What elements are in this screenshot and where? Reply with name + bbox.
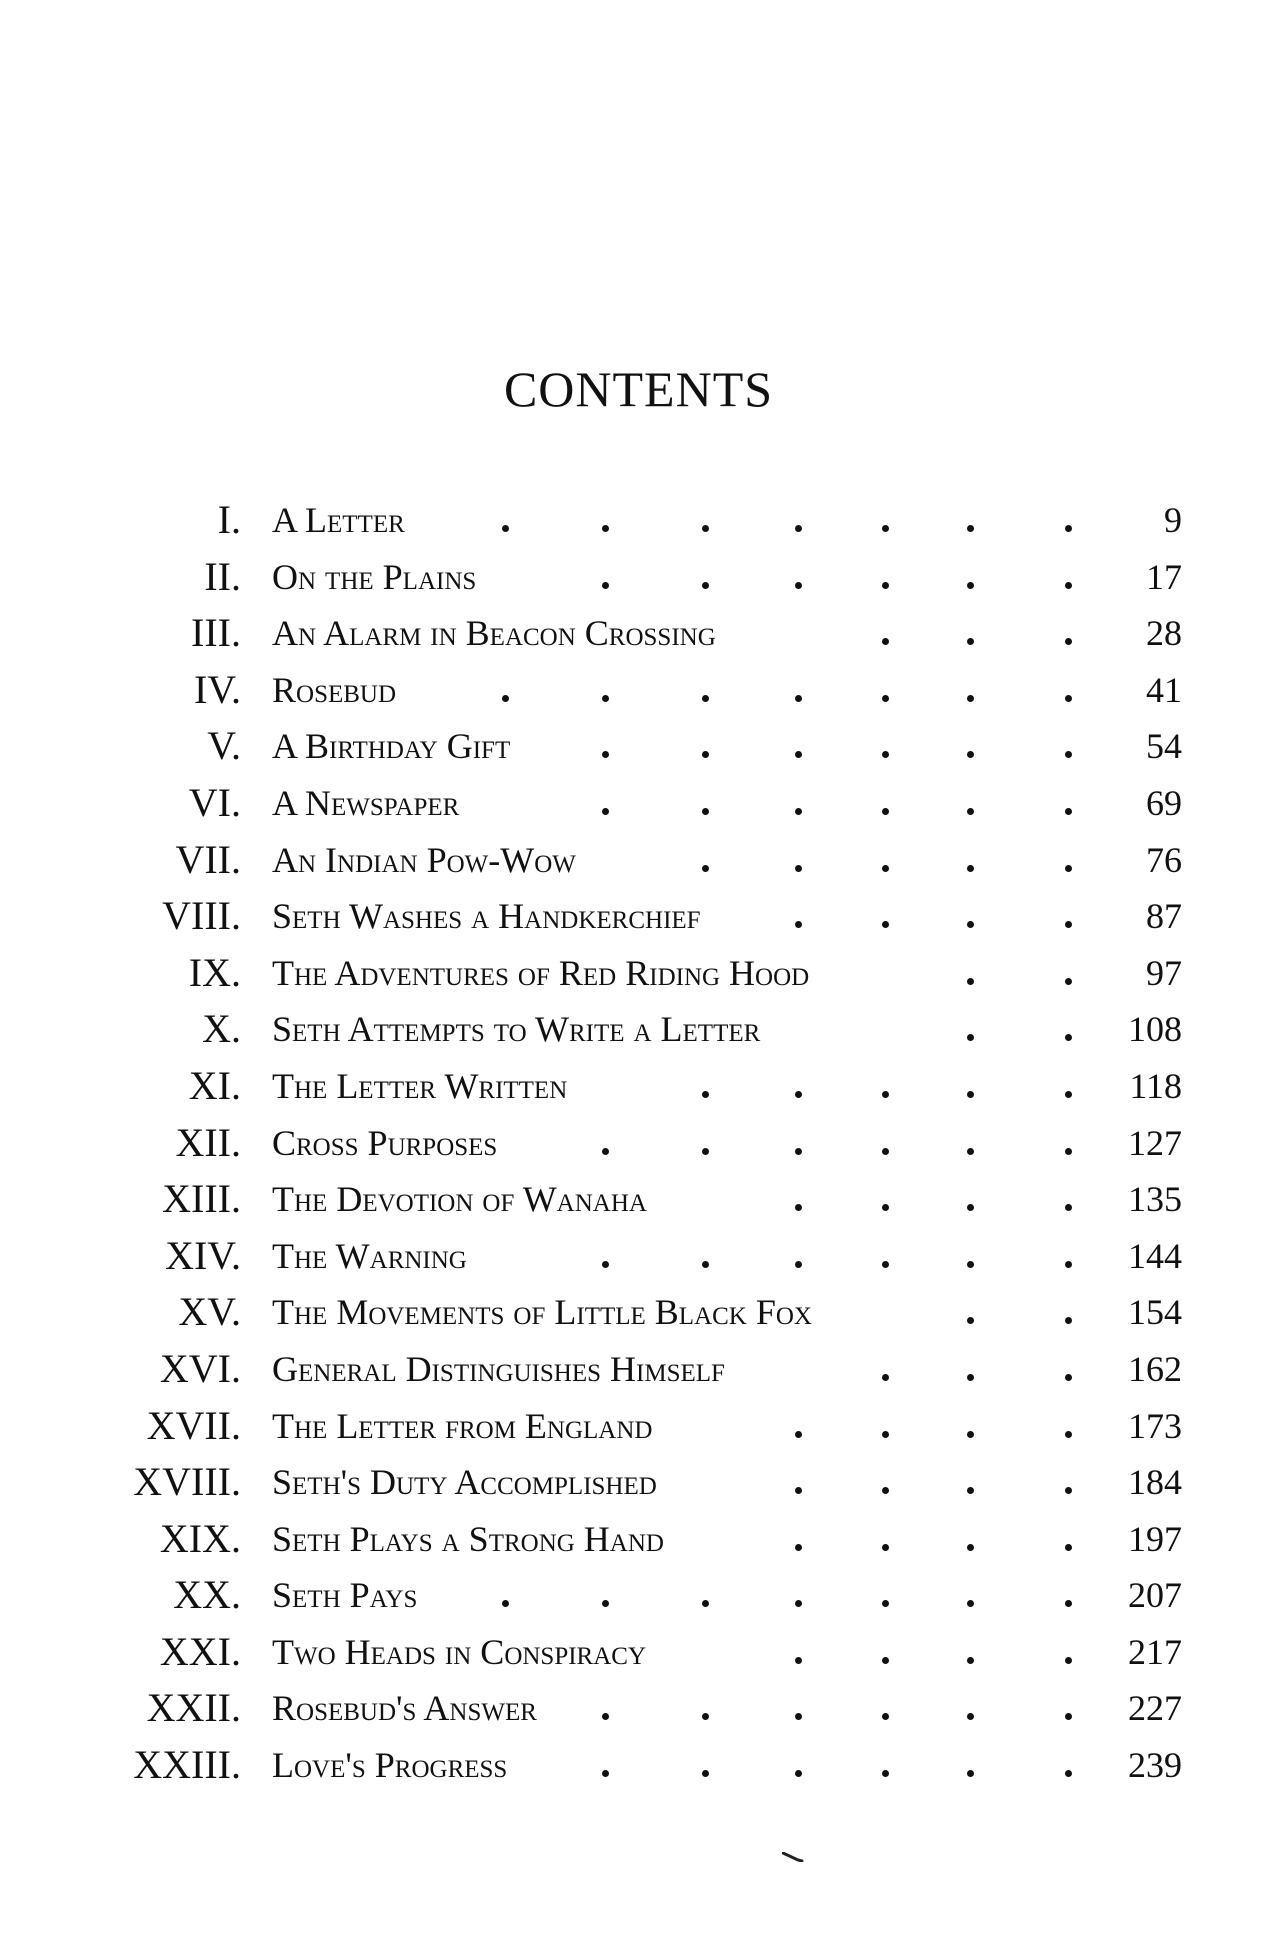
leader-dot xyxy=(602,525,609,532)
leader-dot xyxy=(795,695,802,702)
leader-dot xyxy=(882,1431,889,1438)
chapter-title: The Devotion of Wanaha xyxy=(272,1179,647,1220)
leader-dot xyxy=(882,751,889,758)
chapter-title: The Movements of Little Black Fox xyxy=(272,1292,812,1333)
chapter-title: Love's Progress xyxy=(272,1745,508,1786)
leader-dot xyxy=(702,582,709,589)
leader-dot xyxy=(1065,978,1072,985)
leader-dot xyxy=(882,1204,889,1211)
leader-dot xyxy=(702,1091,709,1098)
toc-entry xyxy=(0,1398,1277,1455)
toc-entry xyxy=(0,1624,1277,1681)
chapter-title: Rosebud xyxy=(272,669,397,710)
leader-dot xyxy=(1065,582,1072,589)
page-number: 239 xyxy=(1128,1745,1182,1786)
leader-dot xyxy=(702,1148,709,1155)
chapter-title: A Newspaper xyxy=(272,782,460,823)
leader-dot xyxy=(882,808,889,815)
leader-dot xyxy=(967,1544,974,1551)
chapter-title: The Letter from England xyxy=(272,1405,653,1446)
leader-dot xyxy=(702,808,709,815)
chapter-number: IV. xyxy=(193,666,241,712)
leader-dot xyxy=(882,1091,889,1098)
leader-dot xyxy=(882,865,889,872)
leader-dot xyxy=(882,582,889,589)
leader-dot xyxy=(1065,1544,1072,1551)
leader-dot xyxy=(795,1091,802,1098)
leader-dot xyxy=(1065,1034,1072,1041)
leader-dot xyxy=(1065,865,1072,872)
leader-dot xyxy=(882,1148,889,1155)
toc-entry xyxy=(0,605,1277,662)
toc-entry xyxy=(0,1680,1277,1737)
chapter-number: XX. xyxy=(173,1572,241,1618)
leader-dot xyxy=(1065,1770,1072,1777)
toc-entry xyxy=(0,718,1277,775)
chapter-number: XIX. xyxy=(159,1515,241,1561)
leader-dot xyxy=(967,751,974,758)
toc-entry xyxy=(0,1115,1277,1172)
leader-dot xyxy=(967,1770,974,1777)
chapter-title: Cross Purposes xyxy=(272,1122,498,1163)
leader-dot xyxy=(702,865,709,872)
chapter-title: Seth Attempts to Write a Letter xyxy=(272,1009,761,1050)
chapter-title: Seth Washes a Handkerchief xyxy=(272,896,701,937)
chapter-number: XV. xyxy=(178,1289,241,1335)
chapter-number: II. xyxy=(204,553,241,599)
leader-dot xyxy=(1065,695,1072,702)
page-number: 207 xyxy=(1128,1575,1182,1616)
leader-dot xyxy=(795,808,802,815)
leader-dot xyxy=(795,1544,802,1551)
leader-dot xyxy=(967,1148,974,1155)
toc-entry xyxy=(0,832,1277,889)
page-number: 9 xyxy=(1164,500,1182,540)
page-number: 118 xyxy=(1129,1065,1182,1106)
leader-dot xyxy=(967,1091,974,1098)
chapter-number: XXII. xyxy=(146,1685,241,1731)
leader-dot xyxy=(702,751,709,758)
leader-dot xyxy=(1065,1374,1072,1381)
leader-dot xyxy=(967,1374,974,1381)
toc-entry xyxy=(0,549,1277,606)
dot-leader xyxy=(0,1228,1277,1284)
leader-dot xyxy=(795,921,802,928)
page-number: 54 xyxy=(1146,726,1182,767)
leader-dot xyxy=(1065,525,1072,532)
leader-dot xyxy=(967,921,974,928)
dot-leader xyxy=(0,1115,1277,1171)
leader-dot xyxy=(967,1204,974,1211)
chapter-number: VII. xyxy=(175,836,241,882)
dot-leader xyxy=(0,492,1277,548)
leader-dot xyxy=(967,1431,974,1438)
chapter-number: XI. xyxy=(188,1062,241,1108)
leader-dot xyxy=(795,525,802,532)
chapter-number: I. xyxy=(217,497,241,542)
dot-leader xyxy=(0,718,1277,774)
page-number: 135 xyxy=(1128,1179,1182,1220)
page-number: 76 xyxy=(1146,839,1182,880)
dot-leader xyxy=(0,1454,1277,1510)
chapter-title: Seth Plays a Strong Hand xyxy=(272,1518,664,1559)
chapter-number: VIII. xyxy=(162,893,241,939)
leader-dot xyxy=(967,1034,974,1041)
leader-dot xyxy=(1065,1317,1072,1324)
leader-dot xyxy=(882,1374,889,1381)
chapter-title: General Distinguishes Himself xyxy=(272,1348,725,1389)
leader-dot xyxy=(795,1148,802,1155)
page-number: 127 xyxy=(1128,1122,1182,1163)
leader-dot xyxy=(1065,921,1072,928)
dot-leader xyxy=(0,775,1277,831)
toc-entry xyxy=(0,1511,1277,1568)
toc-entry xyxy=(0,1284,1277,1341)
leader-dot xyxy=(602,1713,609,1720)
toc-entry xyxy=(0,775,1277,832)
chapter-number: XIV. xyxy=(165,1232,241,1278)
dot-leader xyxy=(0,1624,1277,1680)
leader-dot xyxy=(1065,1204,1072,1211)
leader-dot xyxy=(502,1600,509,1607)
dot-leader xyxy=(0,945,1277,1001)
dot-leader xyxy=(0,1511,1277,1567)
chapter-title: Seth's Duty Accomplished xyxy=(272,1462,657,1503)
leader-dot xyxy=(795,1657,802,1664)
page-number: 162 xyxy=(1128,1348,1182,1389)
leader-dot xyxy=(602,808,609,815)
dot-leader xyxy=(0,1341,1277,1397)
chapter-number: XII. xyxy=(175,1119,241,1165)
leader-dot xyxy=(1065,808,1072,815)
page-number: 87 xyxy=(1146,896,1182,937)
chapter-number: XXIII. xyxy=(133,1742,241,1788)
page-number: 154 xyxy=(1128,1292,1182,1333)
chapter-title: The Warning xyxy=(272,1235,467,1276)
toc-entry xyxy=(0,945,1277,1002)
leader-dot xyxy=(502,695,509,702)
page-number: 17 xyxy=(1146,556,1182,597)
leader-dot xyxy=(602,582,609,589)
leader-dot xyxy=(967,978,974,985)
dot-leader xyxy=(0,1680,1277,1736)
leader-dot xyxy=(882,525,889,532)
chapter-title: A Birthday Gift xyxy=(272,726,511,767)
leader-dot xyxy=(602,695,609,702)
toc-entry xyxy=(0,1228,1277,1285)
chapter-number: XVI. xyxy=(159,1345,241,1391)
chapter-number: III. xyxy=(191,610,241,656)
leader-dot xyxy=(882,1713,889,1720)
leader-dot xyxy=(967,1487,974,1494)
chapter-number: X. xyxy=(202,1006,241,1052)
leader-dot xyxy=(882,695,889,702)
leader-dot xyxy=(602,1261,609,1268)
page-number: 197 xyxy=(1128,1518,1182,1559)
chapter-number: V. xyxy=(207,723,241,769)
page-number: 227 xyxy=(1128,1688,1182,1729)
dot-leader xyxy=(0,549,1277,605)
leader-dot xyxy=(1065,1261,1072,1268)
leader-dot xyxy=(967,638,974,645)
page-number: 217 xyxy=(1128,1631,1182,1672)
chapter-title: Rosebud's Answer xyxy=(272,1688,537,1729)
leader-dot xyxy=(795,1431,802,1438)
dot-leader xyxy=(0,1737,1277,1793)
chapter-number: XVIII. xyxy=(133,1459,241,1505)
leader-dot xyxy=(967,1600,974,1607)
leader-dot xyxy=(967,1317,974,1324)
dot-leader xyxy=(0,888,1277,944)
leader-dot xyxy=(967,525,974,532)
leader-dot xyxy=(502,525,509,532)
leader-dot xyxy=(1065,1148,1072,1155)
leader-dot xyxy=(702,1261,709,1268)
dot-leader xyxy=(0,662,1277,718)
leader-dot xyxy=(1065,1487,1072,1494)
leader-dot xyxy=(702,1770,709,1777)
dot-leader xyxy=(0,1284,1277,1340)
leader-dot xyxy=(967,1657,974,1664)
leader-dot xyxy=(602,1148,609,1155)
chapter-title: The Letter Written xyxy=(272,1065,568,1106)
chapter-title: The Adventures of Red Riding Hood xyxy=(272,952,810,993)
dot-leader xyxy=(0,1058,1277,1114)
page-title: CONTENTS xyxy=(503,361,774,417)
dot-leader xyxy=(0,1398,1277,1454)
leader-dot xyxy=(882,1487,889,1494)
page-number: 108 xyxy=(1128,1009,1182,1050)
leader-dot xyxy=(702,695,709,702)
leader-dot xyxy=(795,751,802,758)
chapter-title: Two Heads in Conspiracy xyxy=(272,1631,647,1672)
leader-dot xyxy=(967,808,974,815)
dot-leader xyxy=(0,1001,1277,1057)
leader-dot xyxy=(882,638,889,645)
toc-entry xyxy=(0,888,1277,945)
leader-dot xyxy=(795,1770,802,1777)
leader-dot xyxy=(795,1204,802,1211)
toc-entry xyxy=(0,1567,1277,1624)
toc-entry xyxy=(0,1171,1277,1228)
toc-entry xyxy=(0,1454,1277,1511)
leader-dot xyxy=(702,1600,709,1607)
leader-dot xyxy=(795,1600,802,1607)
page-number: 28 xyxy=(1146,613,1182,654)
chapter-title: A Letter xyxy=(272,500,405,540)
leader-dot xyxy=(882,1544,889,1551)
leader-dot xyxy=(967,865,974,872)
chapter-number: VI. xyxy=(188,779,241,825)
chapter-title: Seth Pays xyxy=(272,1575,418,1616)
page-number: 69 xyxy=(1146,782,1182,823)
leader-dot xyxy=(795,1487,802,1494)
leader-dot xyxy=(795,1261,802,1268)
page-number: 41 xyxy=(1146,669,1182,710)
toc-entry xyxy=(0,662,1277,719)
leader-dot xyxy=(882,1600,889,1607)
dot-leader xyxy=(0,832,1277,888)
leader-dot xyxy=(602,751,609,758)
toc-entry xyxy=(0,1737,1277,1794)
toc-entry xyxy=(0,1341,1277,1398)
chapter-title: An Indian Pow-Wow xyxy=(272,839,576,880)
dot-leader xyxy=(0,605,1277,661)
leader-dot xyxy=(882,1261,889,1268)
leader-dot xyxy=(967,1713,974,1720)
leader-dot xyxy=(1065,1431,1072,1438)
toc-entry xyxy=(0,1058,1277,1115)
leader-dot xyxy=(1065,1091,1072,1098)
chapter-title: An Alarm in Beacon Crossing xyxy=(272,613,716,654)
leader-dot xyxy=(702,525,709,532)
leader-dot xyxy=(795,582,802,589)
chapter-number: IX. xyxy=(188,949,241,995)
chapter-title: On the Plains xyxy=(272,556,477,597)
leader-dot xyxy=(1065,1713,1072,1720)
toc-entry xyxy=(0,1001,1277,1058)
dot-leader xyxy=(0,1171,1277,1227)
leader-dot xyxy=(967,695,974,702)
leader-dot xyxy=(602,1600,609,1607)
leader-dot xyxy=(882,1657,889,1664)
page-number: 184 xyxy=(1128,1462,1182,1503)
print-mark-icon xyxy=(782,1852,804,1862)
leader-dot xyxy=(967,1261,974,1268)
chapter-number: XVII. xyxy=(146,1402,241,1448)
leader-dot xyxy=(882,1770,889,1777)
chapter-number: XXI. xyxy=(159,1628,241,1674)
leader-dot xyxy=(967,582,974,589)
leader-dot xyxy=(1065,1600,1072,1607)
leader-dot xyxy=(1065,1657,1072,1664)
leader-dot xyxy=(702,1713,709,1720)
leader-dot xyxy=(882,921,889,928)
leader-dot xyxy=(1065,638,1072,645)
leader-dot xyxy=(795,1713,802,1720)
leader-dot xyxy=(602,1770,609,1777)
chapter-number: XIII. xyxy=(162,1176,241,1222)
leader-dot xyxy=(795,865,802,872)
page-number: 144 xyxy=(1128,1235,1182,1276)
table-of-contents xyxy=(0,492,1277,1794)
leader-dot xyxy=(1065,751,1072,758)
toc-entry xyxy=(0,492,1277,549)
dot-leader xyxy=(0,1567,1277,1623)
page-number: 97 xyxy=(1146,952,1182,993)
page-number: 173 xyxy=(1128,1405,1182,1446)
